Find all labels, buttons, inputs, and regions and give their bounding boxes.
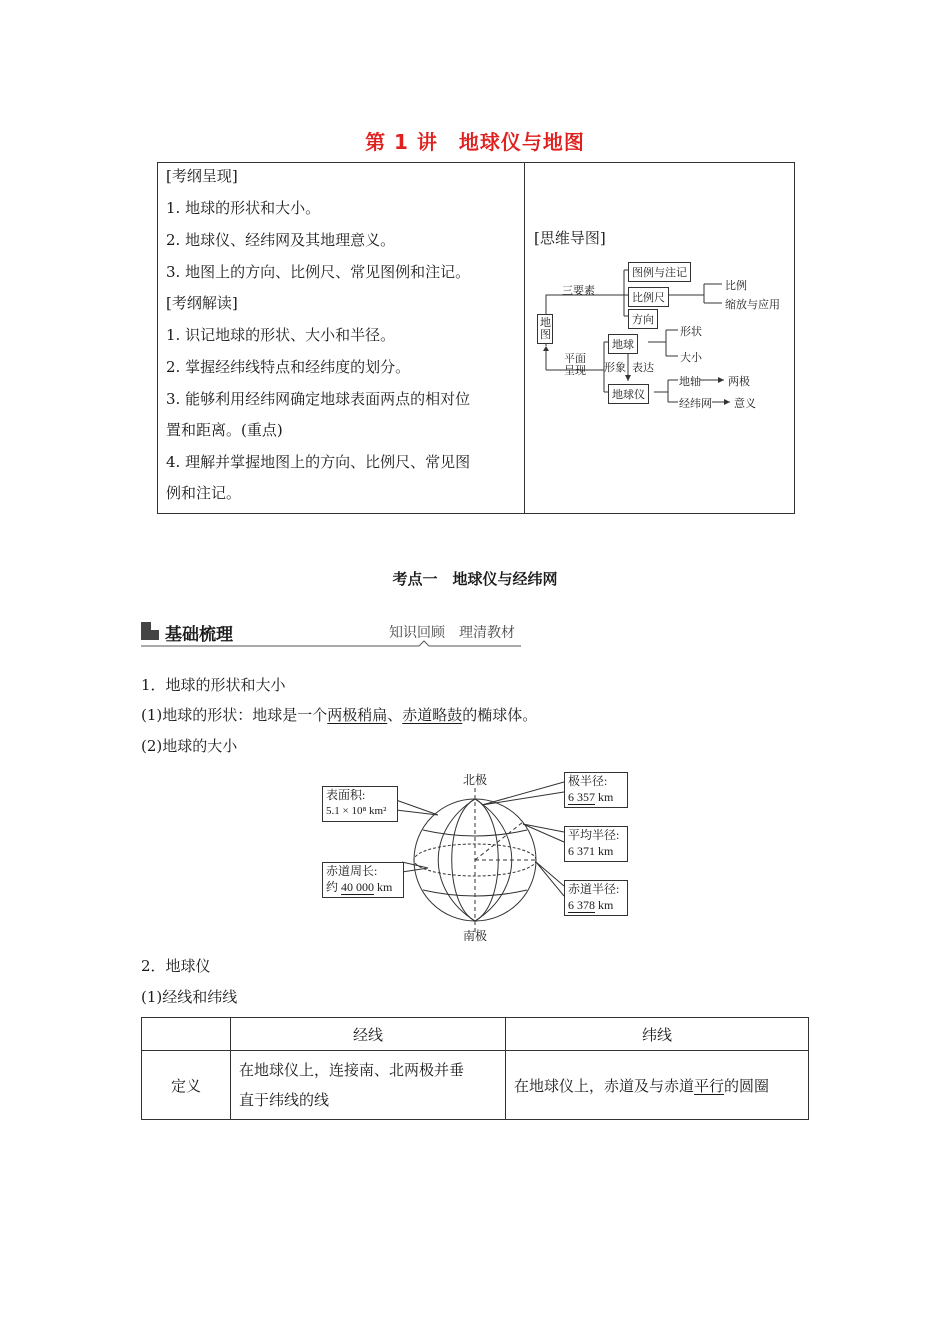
exam-outline-item: 3. 地图上的方向、比例尺、常见图例和注记。	[166, 263, 471, 281]
meridian-def-line: 直于纬线的线	[239, 1091, 330, 1109]
exam-outline-label: [考纲呈现]	[166, 167, 238, 185]
surface-area-value: 5.1 × 10⁸ km²	[326, 805, 387, 817]
mind-map-globe: 地球仪	[608, 384, 649, 404]
eq-number: 6 378	[568, 898, 595, 912]
mind-map-earth-child: 形状	[680, 325, 702, 338]
mind-map-image: 形象	[604, 361, 626, 374]
parallel-def-suffix: 的圆圈	[724, 1076, 770, 1095]
polar-unit: km	[595, 790, 614, 804]
heading-shape-size: 1．地球的形状和大小	[141, 676, 286, 694]
section-banner	[141, 618, 521, 648]
interpretation-label: [考纲解读]	[166, 294, 238, 312]
polar-number: 6 357	[568, 790, 595, 804]
exam-outline-item: 2. 地球仪、经纬网及其地理意义。	[166, 231, 396, 249]
table-header-cell	[142, 1018, 231, 1051]
mind-map-legend: 图例与注记	[628, 262, 691, 282]
mind-map-meaning: 意义	[734, 397, 756, 410]
mind-map-express: 表达	[632, 361, 654, 374]
polar-radius-value	[568, 790, 613, 805]
page-title: 第 1 讲 地球仪与地图	[365, 130, 585, 154]
mind-map-root: 地图	[537, 314, 553, 344]
interpretation-item: 例和注记。	[166, 484, 242, 502]
mind-map-poles: 两极	[728, 375, 750, 388]
mind-map	[534, 258, 790, 408]
equator-circumference-callout	[322, 862, 404, 898]
banner-underline	[141, 640, 521, 650]
equatorial-radius-label: 赤道半径:	[568, 882, 620, 896]
interpretation-item: 1. 识记地球的形状、大小和半径。	[166, 326, 396, 344]
circumference-value	[326, 880, 392, 895]
mind-map-grid: 经纬网	[679, 397, 712, 410]
mind-map-direction: 方向	[628, 309, 658, 329]
mean-radius-callout	[564, 826, 628, 862]
heading-globe: 2．地球仪	[141, 957, 211, 975]
mind-map-earth: 地球	[608, 334, 638, 354]
table-header-cell: 经线	[231, 1018, 506, 1051]
polar-radius-label: 极半径:	[568, 774, 608, 788]
mean-unit: km	[595, 844, 614, 858]
exam-outline-item: 1. 地球的形状和大小。	[166, 199, 321, 217]
circ-unit: km	[374, 880, 393, 894]
eq-unit: km	[595, 898, 614, 912]
interpretation-item: 4. 理解并掌握地图上的方向、比例尺、常见图	[166, 453, 471, 471]
parallel-def-answer: 平行	[694, 1076, 725, 1095]
size-heading: (2)地球的大小	[141, 737, 238, 755]
meridian-parallel-table	[141, 1017, 809, 1120]
surface-area-label: 表面积:	[326, 788, 366, 802]
mean-number: 6 371	[568, 844, 595, 858]
interpretation-item: 置和距离。(重点)	[166, 421, 283, 439]
mind-map-scale: 比例尺	[628, 287, 669, 307]
south-pole-label: 南极	[463, 929, 488, 943]
parallel-definition	[506, 1051, 809, 1120]
equatorial-radius-callout	[564, 880, 628, 916]
row-label: 定义	[142, 1051, 231, 1120]
mind-map-label: [思维导图]	[534, 229, 606, 247]
shape-sentence	[141, 704, 537, 725]
surface-area-callout	[322, 786, 398, 822]
meridian-def-line: 在地球仪上，连接南、北两极并垂	[239, 1061, 465, 1079]
parallel-def-prefix: 在地球仪上，赤道及与赤道	[514, 1076, 695, 1095]
shape-answer-1: 两极稍扁	[327, 706, 388, 724]
mind-map-plane: 平面	[564, 352, 586, 365]
north-pole-label: 北极	[463, 773, 488, 787]
table-header-cell: 纬线	[506, 1018, 809, 1051]
globe-figure	[318, 770, 634, 946]
mind-map-present: 呈现	[564, 364, 586, 377]
shape-suffix: 的椭球体。	[462, 706, 538, 724]
banner-label: 基础梳理	[165, 625, 233, 645]
mean-radius-value	[568, 844, 613, 859]
mind-map-three-elements: 三要素	[562, 284, 595, 297]
shape-answer-2: 赤道略鼓	[402, 706, 463, 724]
mind-map-scale-child: 比例	[725, 279, 747, 292]
meridian-definition	[231, 1051, 506, 1120]
banner-subtitle: 知识回顾 理清教材	[389, 625, 515, 641]
outline-box	[157, 162, 795, 514]
mean-radius-label: 平均半径:	[568, 828, 620, 842]
mind-map-axis: 地轴	[679, 375, 701, 388]
table-header-row	[142, 1018, 809, 1051]
circ-number: 40 000	[341, 880, 375, 894]
mind-map-scale-child: 缩放与应用	[725, 298, 780, 311]
mind-map-earth-child: 大小	[680, 351, 702, 364]
interpretation-item: 2. 掌握经纬线特点和经纬度的划分。	[166, 358, 411, 376]
table-row	[142, 1051, 809, 1120]
shape-sep: 、	[387, 706, 403, 724]
interpretation-item: 3. 能够利用经纬网确定地球表面两点的相对位	[166, 390, 471, 408]
circ-prefix: 约	[326, 880, 342, 894]
section-title: 考点一 地球仪与经纬网	[392, 570, 558, 588]
shape-prefix: (1)地球的形状：地球是一个	[141, 706, 328, 724]
polar-radius-callout	[564, 772, 628, 808]
circumference-label: 赤道周长:	[326, 864, 378, 878]
outline-divider	[524, 163, 525, 513]
subheading-lines: (1)经线和纬线	[141, 988, 238, 1006]
equatorial-radius-value	[568, 898, 613, 913]
